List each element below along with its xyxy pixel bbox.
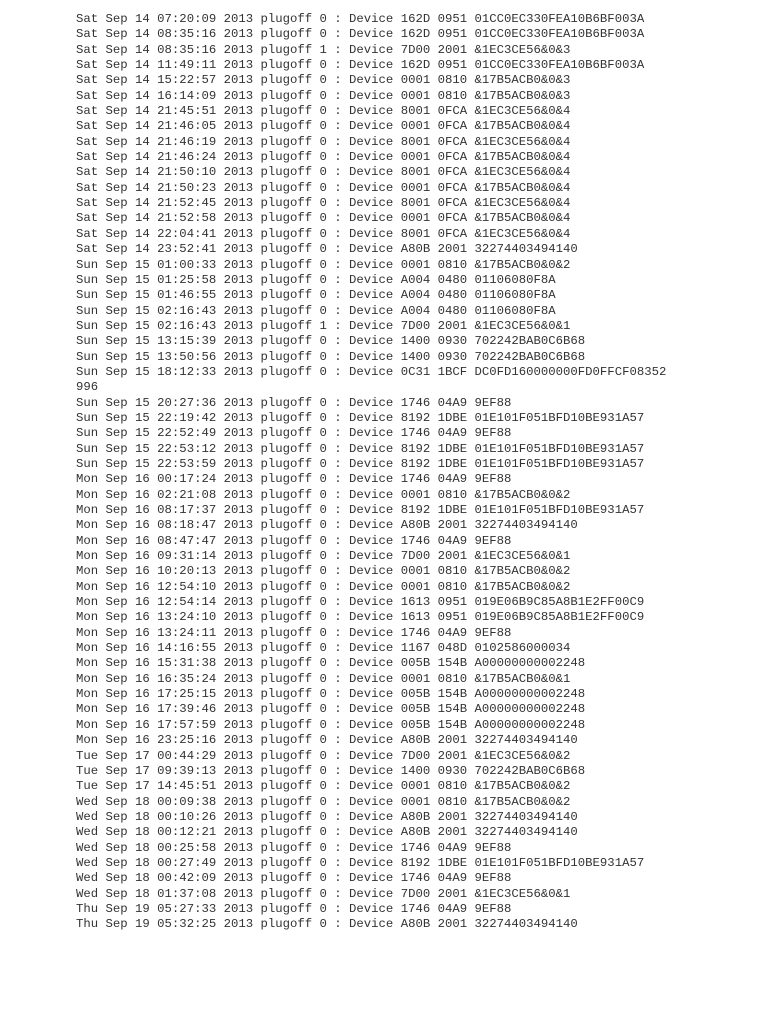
log-line: 996 <box>76 380 99 395</box>
log-line: Sat Sep 14 21:45:51 2013 plugoff 0 : Device 8001 0FCA &1EC3CE56&0&4 <box>76 104 571 119</box>
log-line: Wed Sep 18 00:10:26 2013 plugoff 0 : Device A80B 2001 32274403494140 <box>76 809 578 824</box>
log-line: Wed Sep 18 00:42:09 2013 plugoff 0 : Device 1746 04A9 9EF88 <box>76 871 512 886</box>
log-line: Mon Sep 16 13:24:11 2013 plugoff 0 : Device 1746 04A9 9EF88 <box>76 625 512 640</box>
log-line: Sun Sep 15 01:00:33 2013 plugoff 0 : Device 0001 0810 &17B5ACB0&0&2 <box>76 257 571 272</box>
log-line: Mon Sep 16 16:35:24 2013 plugoff 0 : Device 0001 0810 &17B5ACB0&0&1 <box>76 671 571 686</box>
log-line: Sat Sep 14 21:46:05 2013 plugoff 0 : Device 0001 0FCA &17B5ACB0&0&4 <box>76 119 571 134</box>
log-line: Sat Sep 14 11:49:11 2013 plugoff 0 : Device 162D 0951 01CC0EC330FEA10B6BF003A <box>76 58 645 73</box>
log-line: Sun Sep 15 22:19:42 2013 plugoff 0 : Device 8192 1DBE 01E101F051BFD10BE931A57 <box>76 410 645 425</box>
log-line: Mon Sep 16 12:54:10 2013 plugoff 0 : Device 0001 0810 &17B5ACB0&0&2 <box>76 579 571 594</box>
log-line: Mon Sep 16 13:24:10 2013 plugoff 0 : Device 1613 0951 019E06B9C85A8B1E2FF00C9 <box>76 610 645 625</box>
log-line: Mon Sep 16 08:17:37 2013 plugoff 0 : Device 8192 1DBE 01E101F051BFD10BE931A57 <box>76 503 645 517</box>
log-line: Mon Sep 16 17:57:59 2013 plugoff 0 : Device 005B 154B A00000000002248 <box>76 717 586 732</box>
log-line: Mon Sep 16 23:25:16 2013 plugoff 0 : Device A80B 2001 32274403494140 <box>76 733 578 748</box>
log-line: Sat Sep 14 08:35:16 2013 plugoff 0 : Device 162D 0951 01CC0EC330FEA10B6BF003A <box>76 27 645 42</box>
log-line: Sat Sep 14 21:50:23 2013 plugoff 0 : Device 0001 0FCA &17B5ACB0&0&4 <box>76 180 571 195</box>
log-line: Sat Sep 14 23:52:41 2013 plugoff 0 : Device A80B 2001 32274403494140 <box>76 242 578 257</box>
log-line: Mon Sep 16 08:18:47 2013 plugoff 0 : Device A80B 2001 32274403494140 <box>76 518 578 533</box>
log-line: Sun Sep 15 02:16:43 2013 plugoff 0 : Device A004 0480 01106080F8A <box>76 303 556 318</box>
log-line: Sun Sep 15 22:52:49 2013 plugoff 0 : Device 1746 04A9 9EF88 <box>76 426 512 441</box>
log-line: Wed Sep 18 00:27:49 2013 plugoff 0 : Device 8192 1DBE 01E101F051BFD10BE931A57 <box>76 855 645 870</box>
log-line: Sun Sep 15 18:12:33 2013 plugoff 0 : Device 0C31 1BCF DC0FD160000000FD0FFCF08352 <box>76 364 667 379</box>
log-line: Sat Sep 14 22:04:41 2013 plugoff 0 : Device 8001 0FCA &1EC3CE56&0&4 <box>76 226 571 241</box>
log-line: Mon Sep 16 12:54:14 2013 plugoff 0 : Device 1613 0951 019E06B9C85A8B1E2FF00C9 <box>76 595 645 610</box>
log-line: Sun Sep 15 01:46:55 2013 plugoff 0 : Device A004 0480 01106080F8A <box>76 288 556 303</box>
log-line: Mon Sep 16 00:17:24 2013 plugoff 0 : Device 1746 04A9 9EF88 <box>76 472 512 487</box>
log-line: Sun Sep 15 13:50:56 2013 plugoff 0 : Device 1400 0930 702242BAB0C6B68 <box>76 349 586 364</box>
log-line: Mon Sep 16 02:21:08 2013 plugoff 0 : Device 0001 0810 &17B5ACB0&0&2 <box>76 487 571 502</box>
log-line: Mon Sep 16 14:16:55 2013 plugoff 0 : Device 1167 048D 0102586000034 <box>76 641 571 656</box>
log-line: Tue Sep 17 09:39:13 2013 plugoff 0 : Device 1400 0930 702242BAB0C6B68 <box>76 763 586 778</box>
log-line: Sat Sep 14 15:22:57 2013 plugoff 0 : Device 0001 0810 &17B5ACB0&0&3 <box>76 73 571 88</box>
log-line: Sat Sep 14 07:20:09 2013 plugoff 0 : Device 162D 0951 01CC0EC330FEA10B6BF003A <box>76 12 645 26</box>
log-line: Mon Sep 16 17:25:15 2013 plugoff 0 : Device 005B 154B A00000000002248 <box>76 687 586 702</box>
log-text-block <box>76 12 736 933</box>
log-line: Sun Sep 15 13:15:39 2013 plugoff 0 : Device 1400 0930 702242BAB0C6B68 <box>76 334 586 349</box>
log-line: Tue Sep 17 14:45:51 2013 plugoff 0 : Device 0001 0810 &17B5ACB0&0&2 <box>76 779 571 794</box>
log-line: Sun Sep 15 01:25:58 2013 plugoff 0 : Device A004 0480 01106080F8A <box>76 272 556 287</box>
log-line: Sat Sep 14 21:46:19 2013 plugoff 0 : Device 8001 0FCA &1EC3CE56&0&4 <box>76 134 571 149</box>
log-line: Mon Sep 16 15:31:38 2013 plugoff 0 : Device 005B 154B A00000000002248 <box>76 656 586 671</box>
log-line: Thu Sep 19 05:27:33 2013 plugoff 0 : Device 1746 04A9 9EF88 <box>76 901 512 916</box>
log-line: Sat Sep 14 16:14:09 2013 plugoff 0 : Device 0001 0810 &17B5ACB0&0&3 <box>76 88 571 103</box>
log-line: Sun Sep 15 22:53:12 2013 plugoff 0 : Device 8192 1DBE 01E101F051BFD10BE931A57 <box>76 441 645 456</box>
log-line: Sat Sep 14 21:52:58 2013 plugoff 0 : Device 0001 0FCA &17B5ACB0&0&4 <box>76 211 571 226</box>
log-line: Mon Sep 16 08:47:47 2013 plugoff 0 : Device 1746 04A9 9EF88 <box>76 533 512 548</box>
log-line: Sat Sep 14 21:46:24 2013 plugoff 0 : Device 0001 0FCA &17B5ACB0&0&4 <box>76 150 571 165</box>
log-line: Mon Sep 16 17:39:46 2013 plugoff 0 : Device 005B 154B A00000000002248 <box>76 702 586 717</box>
log-line: Thu Sep 19 05:32:25 2013 plugoff 0 : Device A80B 2001 32274403494140 <box>76 917 578 932</box>
log-line: Mon Sep 16 10:20:13 2013 plugoff 0 : Device 0001 0810 &17B5ACB0&0&2 <box>76 564 571 579</box>
log-line: Tue Sep 17 00:44:29 2013 plugoff 0 : Device 7D00 2001 &1EC3CE56&0&2 <box>76 748 571 763</box>
log-line: Sat Sep 14 21:52:45 2013 plugoff 0 : Device 8001 0FCA &1EC3CE56&0&4 <box>76 196 571 211</box>
log-line: Sat Sep 14 08:35:16 2013 plugoff 1 : Device 7D00 2001 &1EC3CE56&0&3 <box>76 42 571 57</box>
log-line: Sat Sep 14 21:50:10 2013 plugoff 0 : Device 8001 0FCA &1EC3CE56&0&4 <box>76 165 571 180</box>
log-line: Wed Sep 18 01:37:08 2013 plugoff 0 : Device 7D00 2001 &1EC3CE56&0&1 <box>76 886 571 901</box>
log-line: Wed Sep 18 00:12:21 2013 plugoff 0 : Device A80B 2001 32274403494140 <box>76 825 578 840</box>
log-line: Sun Sep 15 20:27:36 2013 plugoff 0 : Device 1746 04A9 9EF88 <box>76 395 512 410</box>
log-line: Wed Sep 18 00:09:38 2013 plugoff 0 : Device 0001 0810 &17B5ACB0&0&2 <box>76 794 571 809</box>
log-line: Sun Sep 15 02:16:43 2013 plugoff 1 : Device 7D00 2001 &1EC3CE56&0&1 <box>76 318 571 333</box>
log-line: Wed Sep 18 00:25:58 2013 plugoff 0 : Device 1746 04A9 9EF88 <box>76 840 512 855</box>
log-line: Sun Sep 15 22:53:59 2013 plugoff 0 : Device 8192 1DBE 01E101F051BFD10BE931A57 <box>76 456 645 471</box>
log-line: Mon Sep 16 09:31:14 2013 plugoff 0 : Device 7D00 2001 &1EC3CE56&0&1 <box>76 549 571 564</box>
